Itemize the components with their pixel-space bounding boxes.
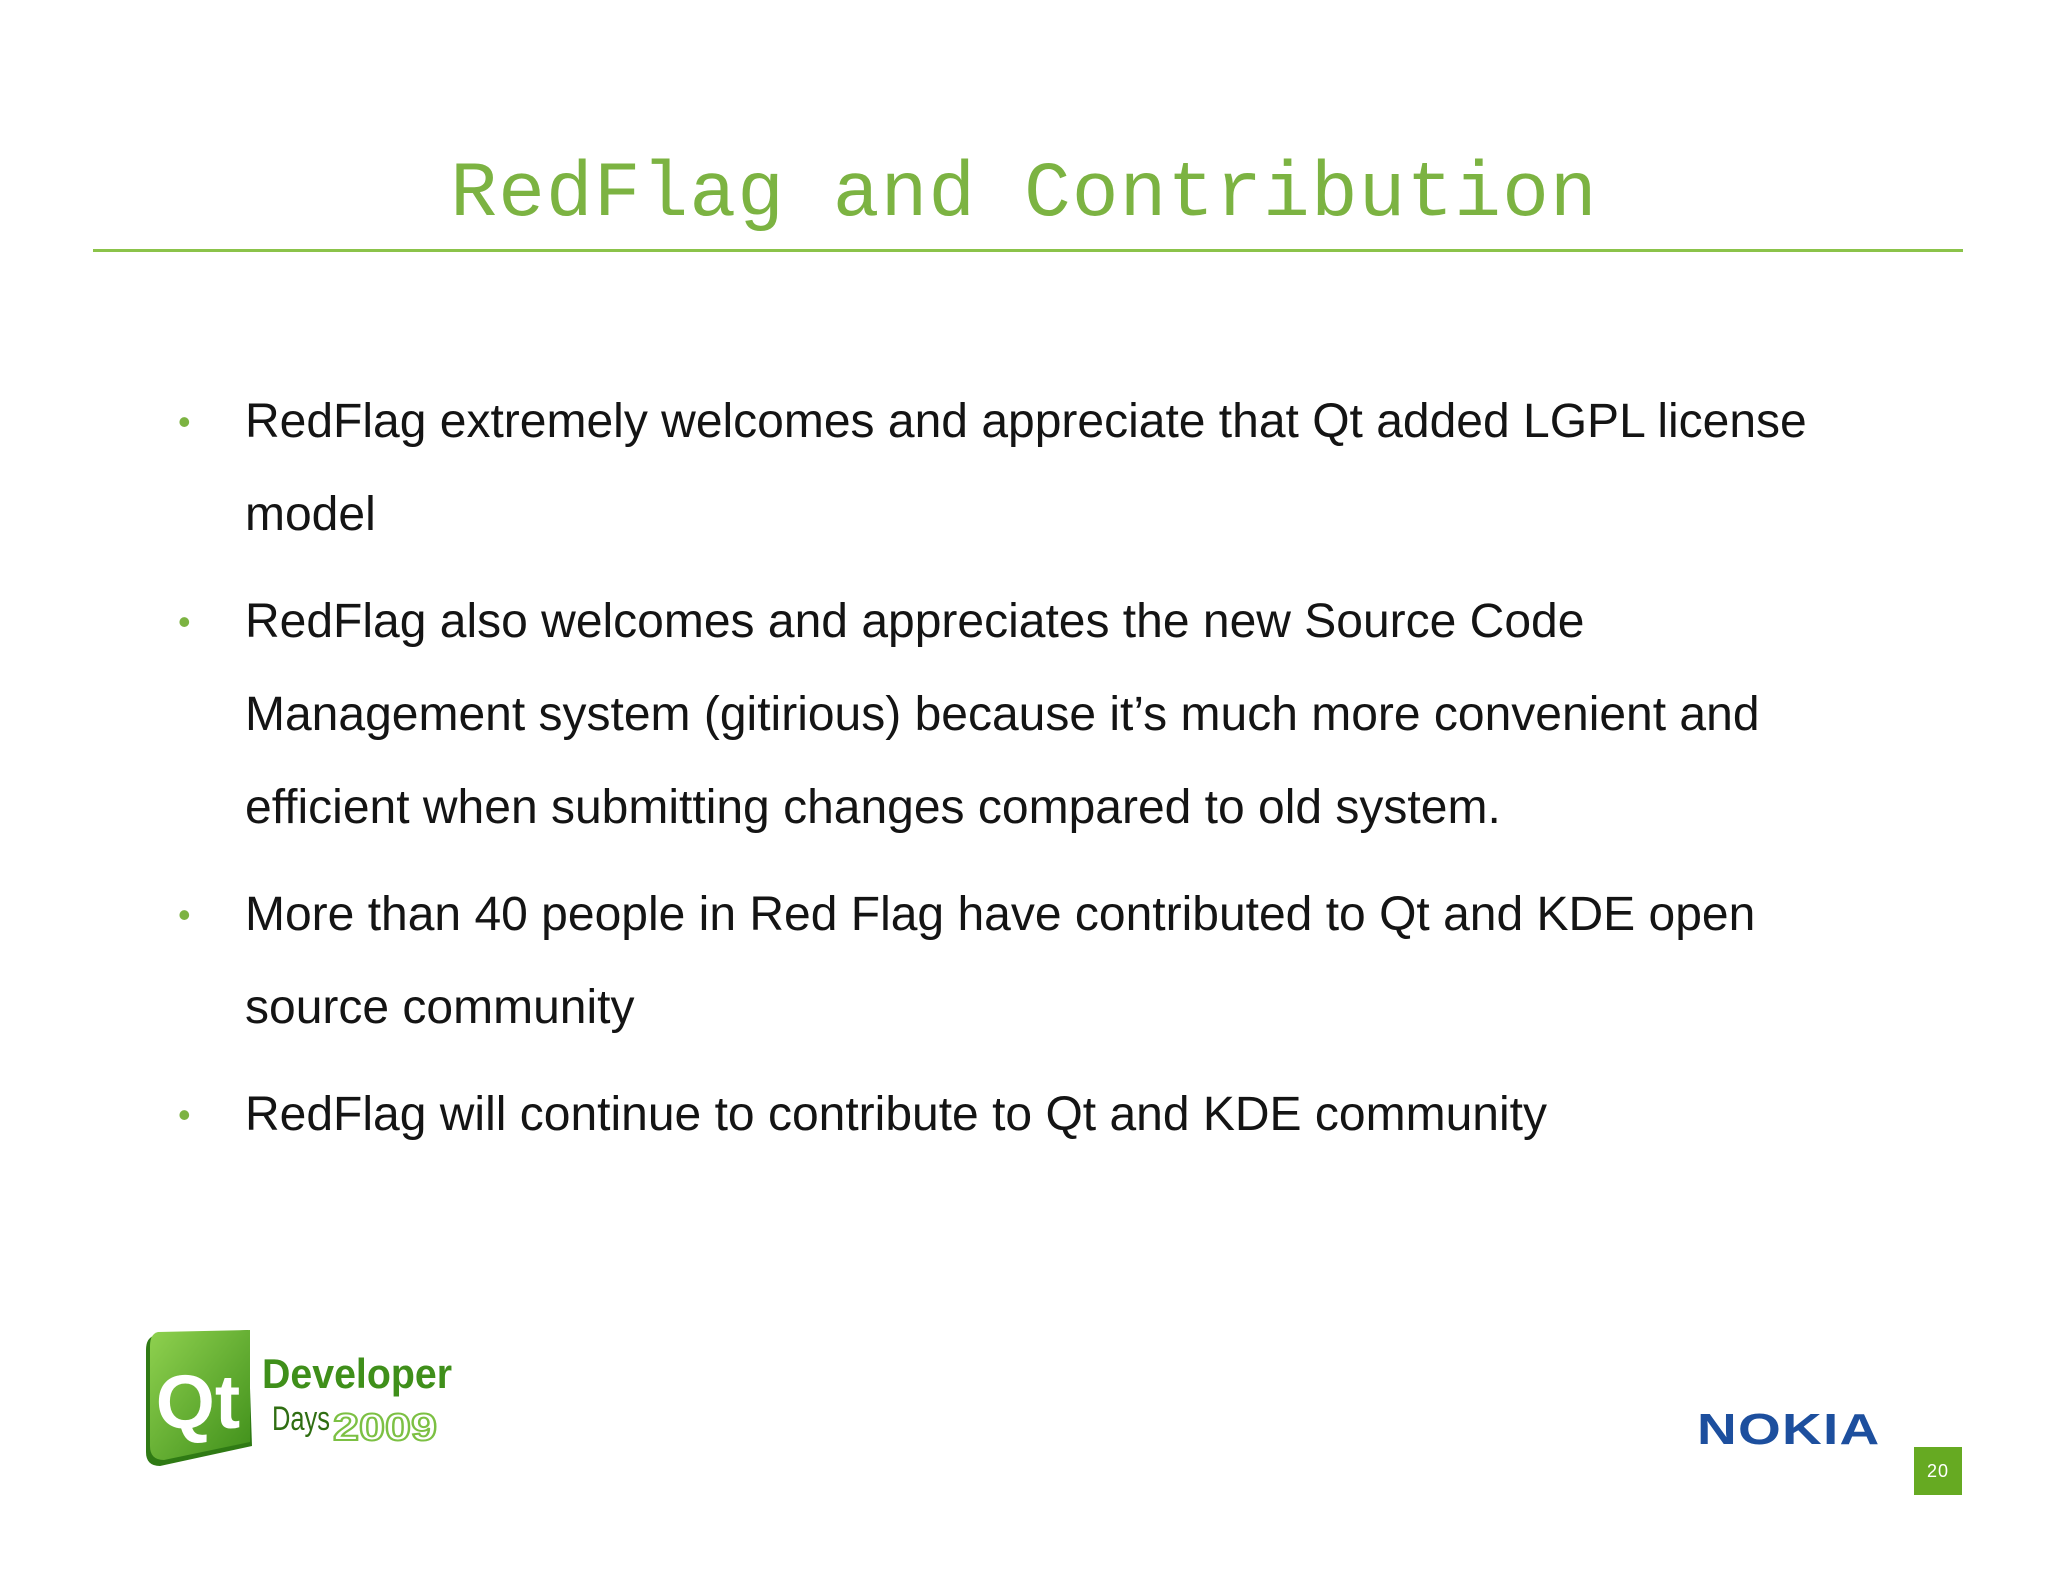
bullet-text: More than 40 people in Red Flag have contributed to Qt and KDE open source community [245, 888, 1756, 1034]
bullet-item [0, 575, 1825, 854]
bullet-item [0, 375, 1825, 561]
qt-developer-days-logo [140, 1330, 460, 1470]
bullet-text: RedFlag extremely welcomes and appreciate that Qt added LGPL license model [245, 395, 1807, 541]
qt-logo-year-text: 2009 [333, 1407, 437, 1449]
bullet-text: RedFlag also welcomes and appreciates the new Source Code Management system (gitirious) because it’s much more convenient and efficient when submitting changes compared to old system. [245, 595, 1760, 834]
slide-title: RedFlag and Contribution [450, 151, 1598, 239]
qt-logo-developer-text: Developer [262, 1350, 452, 1397]
bullet-list [0, 375, 1825, 1175]
bullet-item [0, 868, 1825, 1054]
nokia-logo: NOKIA [1697, 1405, 1881, 1454]
bullet-item [0, 1068, 1825, 1161]
bullet-text: RedFlag will continue to contribute to Qt and KDE community [245, 1088, 1547, 1141]
bullet-dot-icon: • [178, 1094, 191, 1135]
qt-logo-days-text: Days [272, 1400, 330, 1438]
page-number-badge: 20 [1914, 1447, 1962, 1495]
title-underline [93, 249, 1963, 252]
bullet-dot-icon: • [178, 601, 191, 642]
qt-mark-text: Qt [155, 1360, 241, 1445]
bullet-dot-icon: • [178, 401, 191, 442]
bullet-dot-icon: • [178, 894, 191, 935]
